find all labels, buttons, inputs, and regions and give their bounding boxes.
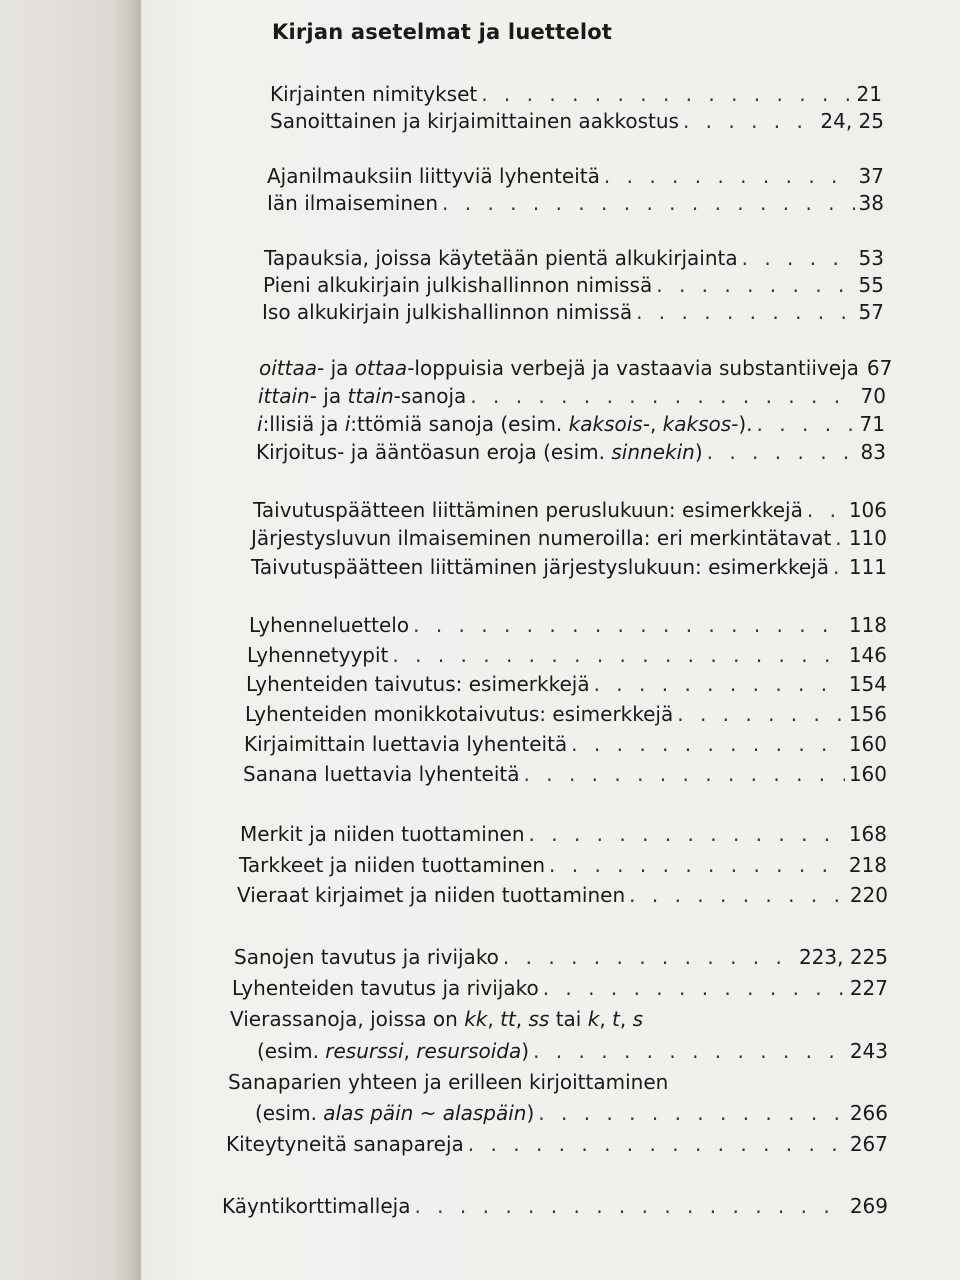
toc-entry <box>253 497 887 523</box>
entry-page: 111 <box>848 555 887 579</box>
entry-text: Iso alkukirjain julkishallinnon nimissä <box>262 300 633 324</box>
toc-entry <box>226 1131 888 1157</box>
toc-entry <box>239 852 887 878</box>
entry-page: 83 <box>860 440 886 464</box>
leader-dots <box>636 299 854 325</box>
leader-dots <box>543 975 846 1001</box>
leader-dots <box>629 882 846 908</box>
toc-entry <box>262 299 884 325</box>
leader-dots <box>468 1131 846 1157</box>
toc-entry <box>243 761 887 787</box>
toc-entry <box>245 701 887 727</box>
toc-entry-line1: Sanaparien yhteen ja erilleen kirjoittaminen <box>228 1070 669 1094</box>
entry-text: Tapauksia, joissa käytetään pientä alkukirjainta <box>264 246 738 270</box>
entry-text: Ajanilmauksiin liittyviä lyhenteitä <box>267 164 600 188</box>
leader-dots <box>742 245 855 271</box>
entry-page: 227 <box>849 976 888 1000</box>
entry-page: 53 <box>858 246 884 270</box>
entry-text: Pieni alkukirjain julkishallinnon nimissä <box>263 273 653 297</box>
entry-page: 269 <box>849 1194 888 1218</box>
toc-entry <box>270 108 884 134</box>
leader-dots <box>571 731 845 757</box>
section-title: Kirjan asetelmat ja luettelot <box>272 20 613 44</box>
toc-entry <box>251 525 887 551</box>
leader-dots <box>604 163 855 189</box>
entry-text: Lyhennetyypit <box>247 643 389 667</box>
entry-text: Taivutuspäätteen liittäminen peruslukuun: esimerkkejä <box>253 498 803 522</box>
entry-text: Kirjainten nimitykset <box>270 82 478 106</box>
entry-text: Kiteytyneitä sanapareja <box>226 1132 464 1156</box>
entry-page: 243 <box>849 1039 888 1063</box>
leader-dots <box>656 272 854 298</box>
entry-page: 146 <box>848 643 887 667</box>
entry-page: 57 <box>858 300 884 324</box>
entry-text: Kirjaimittain luettavia lyhenteitä <box>244 732 568 756</box>
leader-dots <box>503 944 795 970</box>
toc-entry <box>259 355 893 381</box>
toc-entry <box>263 272 884 298</box>
entry-text: (esim. resurssi, resursoida) <box>257 1039 530 1063</box>
toc-entry <box>246 671 887 697</box>
leader-dots <box>677 701 845 727</box>
entry-page: 118 <box>848 613 887 637</box>
toc-entry <box>251 554 887 580</box>
entry-text: Lyhenteiden tavutus ja rivijako <box>232 976 539 1000</box>
leader-dots <box>833 554 845 580</box>
toc-entry <box>247 642 887 668</box>
leader-dots <box>807 497 845 523</box>
entry-page: 218 <box>848 853 887 877</box>
toc-entry <box>249 612 887 638</box>
entry-page: 106 <box>848 498 887 522</box>
toc-entry <box>240 821 887 847</box>
leader-dots <box>835 525 845 551</box>
entry-page: 154 <box>848 672 887 696</box>
toc-entry <box>234 944 888 970</box>
toc-entry <box>270 81 882 107</box>
entry-page: 266 <box>849 1101 888 1125</box>
leader-dots <box>594 671 845 697</box>
entry-page: 168 <box>848 822 887 846</box>
entry-text: oittaa- ja ottaa-loppuisia verbejä ja vastaavia substantiiveja <box>259 356 859 380</box>
leader-dots <box>683 108 816 134</box>
entry-text: Taivutuspäätteen liittäminen järjestyslukuun: esimerkkejä <box>251 555 829 579</box>
toc-entry <box>244 731 887 757</box>
toc-entry-line1: Vierassanoja, joissa on kk, tt, ss tai k, t, s <box>230 1007 644 1031</box>
entry-text: Sanojen tavutus ja rivijako <box>234 945 499 969</box>
toc-entry <box>237 882 888 908</box>
entry-text: Sanoittainen ja kirjaimittainen aakkostus <box>270 109 679 133</box>
entry-text: Kirjoitus- ja ääntöasun eroja (esim. sinnekin) <box>256 440 703 464</box>
toc-entry <box>222 1193 888 1219</box>
leader-dots <box>524 761 845 787</box>
entry-text: Iän ilmaiseminen <box>267 191 439 215</box>
entry-page: 220 <box>849 883 888 907</box>
entry-text: Järjestysluvun ilmaiseminen numeroilla: eri merkintätavat <box>251 526 832 550</box>
toc-entry <box>257 1038 888 1064</box>
entry-text: Lyhenteiden taivutus: esimerkkejä <box>246 672 590 696</box>
entry-page: 223, 225 <box>798 945 888 969</box>
entry-text: i:llisiä ja i:ttömiä sanoja (esim. kaksois-, kaksos-). <box>257 412 753 436</box>
entry-page: 37 <box>858 164 884 188</box>
leader-dots <box>529 821 845 847</box>
entry-page: 21 <box>856 82 882 106</box>
entry-text: Sanana luettavia lyhenteitä <box>243 762 520 786</box>
toc-entry <box>267 163 884 189</box>
toc-entry <box>257 411 885 437</box>
entry-text: Lyhenteiden monikkotaivutus: esimerkkejä <box>245 702 674 726</box>
entry-text: Vieraat kirjaimet ja niiden tuottaminen <box>237 883 626 907</box>
entry-page: 160 <box>848 762 887 786</box>
entry-page: 71 <box>859 412 885 436</box>
entry-text: Tarkkeet ja niiden tuottaminen <box>239 853 546 877</box>
toc-entry <box>267 190 884 216</box>
leader-dots <box>414 1193 845 1219</box>
entry-page: 24, 25 <box>820 109 884 133</box>
leader-dots <box>413 612 845 638</box>
leader-dots <box>442 190 855 216</box>
entry-text: (esim. alas päin ~ alaspäin) <box>255 1101 535 1125</box>
entry-text: Käyntikorttimalleja <box>222 1194 411 1218</box>
toc-entry <box>255 1100 888 1126</box>
leader-dots <box>757 411 856 437</box>
leader-dots <box>538 1100 846 1126</box>
entry-text: Lyhenneluettelo <box>249 613 410 637</box>
toc-entry <box>232 975 888 1001</box>
entry-text: Merkit ja niiden tuottaminen <box>240 822 525 846</box>
toc-entry <box>258 383 886 409</box>
entry-text: ittain- ja ttain-sanoja <box>258 384 467 408</box>
entry-page: 160 <box>848 732 887 756</box>
leader-dots <box>470 383 856 409</box>
toc-entry <box>264 245 884 271</box>
leader-dots <box>533 1038 846 1064</box>
entry-page: 38 <box>858 191 884 215</box>
leader-dots <box>392 642 844 668</box>
leader-dots <box>707 439 857 465</box>
entry-page: 70 <box>860 384 886 408</box>
entry-page: 267 <box>849 1132 888 1156</box>
entry-page: 156 <box>848 702 887 726</box>
toc-entry <box>256 439 886 465</box>
entry-page: 55 <box>858 273 884 297</box>
entry-page: 67 <box>866 356 893 380</box>
entry-page: 110 <box>848 526 887 550</box>
leader-dots <box>481 81 852 107</box>
leader-dots <box>549 852 845 878</box>
